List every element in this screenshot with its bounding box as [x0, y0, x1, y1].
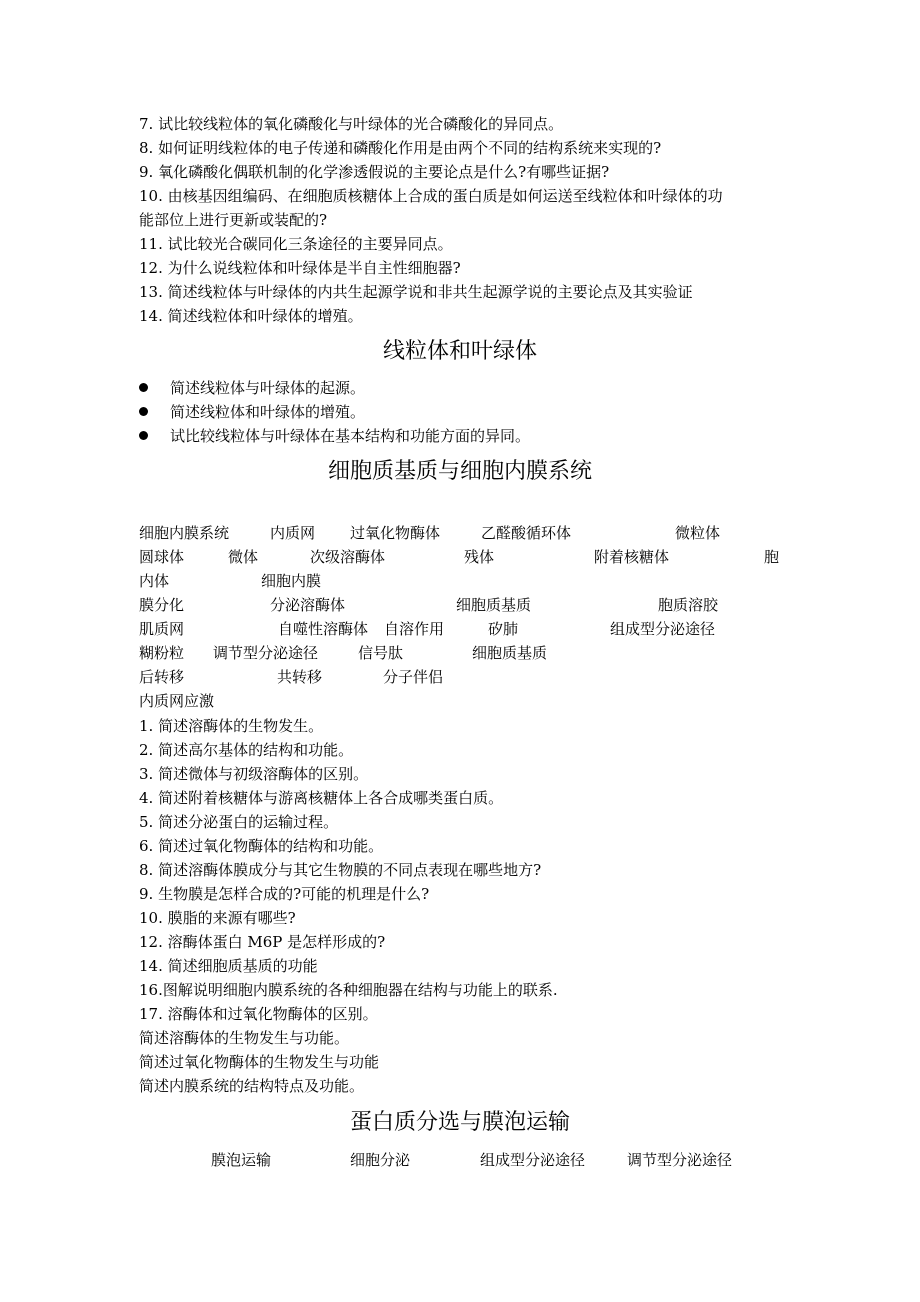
question-line: 5. 简述分泌蛋白的运输过程。	[139, 813, 339, 831]
bullet-item	[139, 426, 530, 446]
glossary-term: 微体	[228, 548, 259, 566]
question-line: 4. 简述附着核糖体与游离核糖体上各合成哪类蛋白质。	[139, 789, 504, 807]
glossary-term: 内质网应激	[139, 692, 215, 710]
glossary-term: 膜泡运输	[211, 1151, 272, 1169]
question-line: 1. 简述溶酶体的生物发生。	[139, 717, 324, 735]
glossary-term: 分泌溶酶体	[270, 596, 346, 614]
glossary-term: 圆球体	[139, 548, 185, 566]
question-line: 9. 氧化磷酸化偶联机制的化学渗透假说的主要论点是什么?有哪些证据?	[139, 163, 610, 181]
glossary-term: 内质网	[270, 524, 316, 542]
question-line: 12. 溶酶体蛋白 M6P 是怎样形成的?	[139, 933, 386, 951]
question-line: 简述内膜系统的结构特点及功能。	[139, 1077, 365, 1095]
glossary-term: 胞质溶胶	[658, 596, 719, 614]
glossary-term: 细胞质基质	[472, 644, 548, 662]
question-line: 简述过氧化物酶体的生物发生与功能	[139, 1053, 380, 1071]
question-line: 13. 简述线粒体与叶绿体的内共生起源学说和非共生起源学说的主要论点及其实验证	[139, 283, 693, 301]
bullet-text: 试比较线粒体与叶绿体在基本结构和功能方面的异同。	[170, 427, 531, 445]
glossary-term: 信号肽	[358, 644, 404, 662]
section-title: 细胞质基质与细胞内膜系统	[327, 459, 592, 484]
question-line: 9. 生物膜是怎样合成的?可能的机理是什么?	[139, 885, 430, 903]
glossary-term: 调节型分泌途径	[627, 1151, 733, 1169]
glossary-term: 次级溶酶体	[310, 548, 386, 566]
glossary-term: 残体	[464, 548, 495, 566]
glossary-term: 细胞质基质	[456, 596, 532, 614]
bullet-icon	[139, 431, 148, 440]
question-line: 2. 简述高尔基体的结构和功能。	[139, 741, 354, 759]
glossary-term: 附着核糖体	[594, 548, 670, 566]
question-line: 8. 简述溶酶体膜成分与其它生物膜的不同点表现在哪些地方?	[139, 861, 542, 879]
glossary-term: 微粒体	[675, 524, 721, 542]
question-line: 6. 简述过氧化物酶体的结构和功能。	[139, 837, 384, 855]
question-line: 10. 由核基因组编码、在细胞质核糖体上合成的蛋白质是如何运送至线粒体和叶绿体的功	[139, 187, 723, 205]
glossary-term: 细胞内膜	[261, 572, 322, 590]
bullet-text: 简述线粒体和叶绿体的增殖。	[170, 403, 366, 421]
glossary-term: 肌质网	[139, 620, 185, 638]
question-line: 3. 简述微体与初级溶酶体的区别。	[139, 765, 369, 783]
glossary-term: 矽肺	[488, 620, 519, 638]
question-line: 16.图解说明细胞内膜系统的各种细胞器在结构与功能上的联系.	[139, 981, 558, 999]
glossary-term: 组成型分泌途径	[480, 1151, 586, 1169]
glossary-term: 细胞分泌	[350, 1151, 411, 1169]
glossary-term: 糊粉粒	[139, 644, 185, 662]
question-line: 7. 试比较线粒体的氧化磷酸化与叶绿体的光合磷酸化的异同点。	[139, 115, 564, 133]
question-line: 10. 膜脂的来源有哪些?	[139, 909, 296, 927]
question-line: 8. 如何证明线粒体的电子传递和磷酸化作用是由两个不同的结构系统来实现的?	[139, 139, 662, 157]
glossary-term: 内体	[139, 572, 170, 590]
glossary-term: 胞	[764, 548, 780, 566]
bullet-item	[139, 402, 365, 422]
bullet-item	[139, 378, 365, 398]
glossary-term: 过氧化物酶体	[350, 524, 441, 542]
glossary-term: 分子伴侣	[383, 668, 444, 686]
question-line: 简述溶酶体的生物发生与功能。	[139, 1029, 350, 1047]
section-title: 线粒体和叶绿体	[382, 339, 537, 364]
bullet-icon	[139, 407, 148, 416]
glossary-term: 细胞内膜系统	[139, 524, 230, 542]
question-line: 能部位上进行更新或装配的?	[139, 211, 328, 229]
bullet-text: 简述线粒体与叶绿体的起源。	[170, 379, 366, 397]
glossary-term: 共转移	[277, 668, 323, 686]
glossary-term: 自溶作用	[384, 620, 445, 638]
glossary-term: 乙醛酸循环体	[481, 524, 572, 542]
glossary-term: 调节型分泌途径	[213, 644, 319, 662]
question-line: 17. 溶酶体和过氧化物酶体的区别。	[139, 1005, 378, 1023]
question-line: 14. 简述细胞质基质的功能	[139, 957, 318, 975]
glossary-term: 自噬性溶酶体	[278, 620, 369, 638]
question-line: 12. 为什么说线粒体和叶绿体是半自主性细胞器?	[139, 259, 461, 277]
glossary-term: 膜分化	[139, 596, 185, 614]
question-line: 14. 简述线粒体和叶绿体的增殖。	[139, 307, 363, 325]
glossary-term: 组成型分泌途径	[610, 620, 716, 638]
glossary-term: 后转移	[139, 668, 185, 686]
question-line: 11. 试比较光合碳同化三条途径的主要异同点。	[139, 235, 453, 253]
section-title: 蛋白质分选与膜泡运输	[349, 1110, 570, 1135]
bullet-icon	[139, 383, 148, 392]
